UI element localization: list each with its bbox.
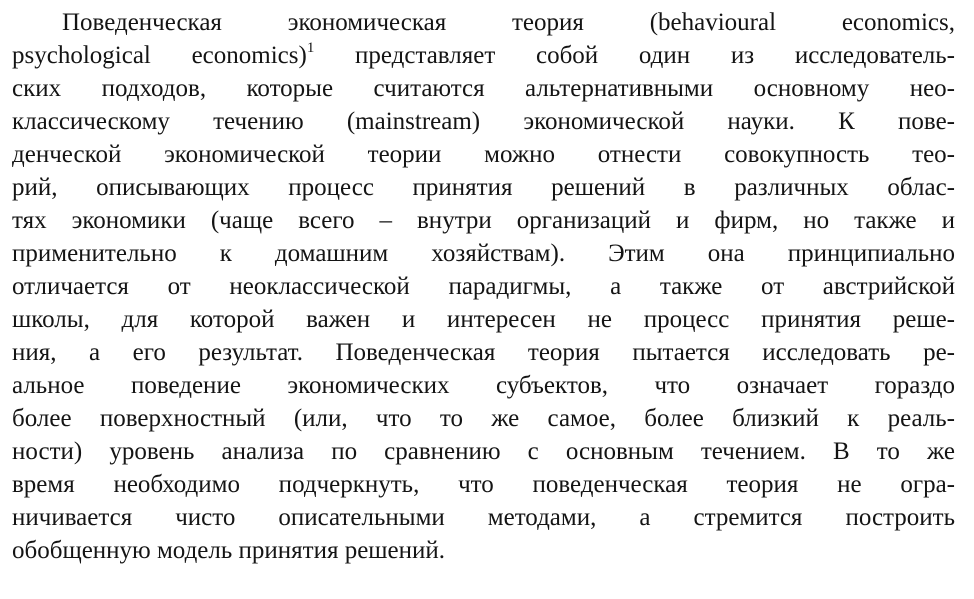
- footnote-marker: 1: [306, 40, 315, 56]
- text-line: применительно к домашним хозяйствам). Этим она принципиально: [12, 240, 955, 267]
- text-line: ничивается чисто описательными методами, а стремится построить: [12, 504, 955, 531]
- text-line: школы, для которой важен и интересен не процесс принятия реше-: [12, 306, 955, 333]
- text-line: тях экономики (чаще всего – внутри организаций и фирм, но также и: [12, 207, 955, 234]
- text-line: [12, 39, 955, 72]
- text-line: время необходимо подчеркнуть, что поведенческая теория не огра-: [12, 471, 955, 498]
- text-fragment: представляет собой один из исследователь-: [314, 42, 956, 69]
- text-line: ских подходов, которые считаются альтернативными основному нео-: [12, 75, 955, 102]
- text-line: классическому течению (mainstream) экономической науки. К пове-: [12, 108, 955, 135]
- text-line: отличается от неоклассической парадигмы, а также от австрийской: [12, 273, 955, 300]
- text-line: ния, а его результат. Поведенческая теория пытается исследовать ре-: [12, 339, 955, 366]
- text-line-last: обобщенную модель принятия решений.: [12, 537, 446, 564]
- text-fragment: psychological economics): [12, 42, 307, 69]
- text-line: рий, описывающих процесс принятия решений в различных облас-: [12, 174, 955, 201]
- text-line: альное поведение экономических субъектов, что означает гораздо: [12, 372, 955, 399]
- text-line: Поведенческая экономическая теория (behavioural economics,: [62, 9, 955, 36]
- text-line: денческой экономической теории можно отнести совокупность тео-: [12, 141, 955, 168]
- text-line: ности) уровень анализа по сравнению с основным течением. В то же: [12, 438, 955, 465]
- text-line: более поверхностный (или, что то же самое, более близкий к реаль-: [12, 405, 955, 432]
